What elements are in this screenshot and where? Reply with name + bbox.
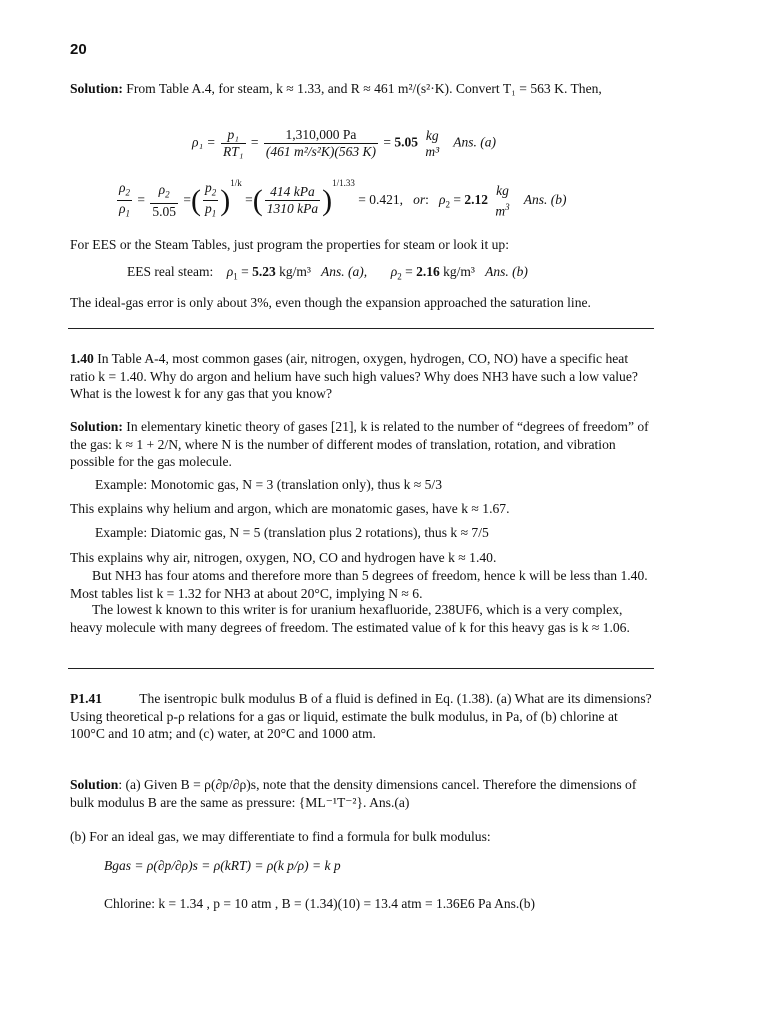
equation-rho2: $\frac{\rho_2}{\rho_1}$ = $\frac{\rho_2}{5.05}$ =( $\frac{p_2}{p_1}$ )$^{1/k}$ =( $\frac{\text{414 kPa}}{\text{1310 kPa}}$ )$^{1/1.33}$ = 0.421, or: $\rho_2 = 2.12$ kg $m^3$ Ans. (b) (115, 178, 567, 222)
ees-intro: For EES or the Steam Tables, just program the properties for steam or look it up: (70, 237, 510, 252)
section-divider-2 (68, 668, 654, 669)
eq1-unit: kg m³ (425, 127, 440, 159)
ees-ans-a: Ans. (a), (321, 264, 368, 279)
eq1-value: 5.05 (394, 134, 418, 150)
solution-141a (70, 776, 653, 811)
eq1-frac1: $\frac{\text{p₁}}{\text{RT₁}}$ (223, 127, 244, 159)
eq2-frac-a: $\frac{\rho_2}{\rho_1}$ (119, 179, 130, 220)
problem-141 (70, 690, 653, 743)
ees-ans-b: Ans. (b) (485, 264, 528, 279)
solution-141a-text: : (a) Given B = ρ(∂p/∂ρ)s, note that the density dimensions cancel. Therefore the dimensions of bulk modulus B are the same as pressure: {ML⁻¹T⁻²}. Ans.(a) (70, 777, 637, 810)
uf6-paragraph: The lowest k known to this writer is for uranium hexafluoride, 238UF6, which is a very complex, heavy molecule with many degrees of freedom. The estimated value of k for this heavy gas is k ≈ 1.06. (70, 602, 630, 635)
problem-141-number: P1.41 (70, 691, 103, 706)
solution-139-intro (70, 80, 653, 98)
eq2-frac-b: $\frac{\rho_2}{5.05}$ (152, 182, 176, 219)
equation-rho1: ρ₁ = $\frac{\text{p₁}}{\text{RT₁}}$ = $\frac{1,310,000 Pa}{\text{(461 m²/s²K)(563 K)}}$ = 5.05 kg m³ Ans. (a) (192, 127, 497, 159)
eq2-answer: Ans. (b) (523, 192, 567, 207)
ees-label: EES real steam: (127, 264, 214, 279)
ees-result: EES real steam: $\rho_1 = 5.23$ kg/m³ Ans. (a), $\rho_2 = 2.16$ kg/m³ Ans. (b) (127, 264, 528, 282)
solution-139-text: From Table A.4, for steam, k ≈ 1.33, and R ≈ 461 m²/(s²·K). Convert T₁ = 563 K. Then, (126, 81, 602, 96)
solution-label: Solution: (70, 81, 123, 96)
eq2-frac-d: $\frac{\text{414 kPa}}{\text{1310 kPa}}$ (266, 184, 319, 217)
problem-140 (70, 350, 653, 403)
solution-140-text: In elementary kinetic theory of gases [21], k is related to the number of “degrees of freedom” of the gas: k ≈ 1 + 2/N, where N is the number of different modes of translation, rotation, and vibration possible for the gas molecule. (70, 419, 649, 469)
solution-140-label: Solution: (70, 419, 123, 434)
section-divider (68, 328, 654, 329)
ees-rho1: 5.23 (252, 264, 276, 279)
ideal-gas-error: The ideal-gas error is only about 3%, even though the expansion approached the saturation line. (70, 295, 591, 310)
example-monatomic: Example: Monotomic gas, N = 3 (translation only), thus k ≈ 5/3 (95, 477, 442, 492)
nh3-paragraph: But NH3 has four atoms and therefore more than 5 degrees of freedom, hence k will be less than 1.40. Most tables list k = 1.32 for NH3 at about 20°C, implying N ≈ 6. (70, 568, 648, 601)
eq2-frac-c: $\frac{p_2}{p_1}$ (204, 179, 217, 220)
eq1-frac2: $\frac{1,310,000 Pa}{\text{(461 m²/s²K)(563 K)}}$ (265, 127, 376, 159)
eq2-value: 2.12 (464, 192, 489, 207)
example-diatomic: Example: Diatomic gas, N = 5 (translation plus 2 rotations), thus k ≈ 7/5 (95, 525, 489, 540)
example-monatomic-explain: This explains why helium and argon, which are monatomic gases, have k ≈ 1.67. (70, 501, 510, 516)
eq1-answer: Ans. (a) (453, 134, 497, 150)
problem-140-question: In Table A-4, most common gases (air, nitrogen, oxygen, hydrogen, CO, NO) have a specific heat ratio k = 1.40. Why do argon and helium have such high values? Why does NH3 have such a low value? What is the lowest k for any gas that you know? (70, 351, 638, 401)
chlorine-equation: Chlorine: k = 1.34 , p = 10 atm , B = (1.34)(10) = 13.4 atm = 1.36E6 Pa Ans.(b) (104, 896, 536, 911)
problem-140-number: 1.40 (70, 351, 94, 366)
example-diatomic-explain: This explains why air, nitrogen, oxygen, NO, CO and hydrogen have k ≈ 1.40. (70, 550, 497, 565)
bulk-modulus-equation: Bgas = ρ(∂p/∂ρ)s = ρ(kRT) = ρ(k p/ρ) = k p (104, 858, 341, 873)
ees-rho2: 2.16 (416, 264, 440, 279)
eq2-unit: kg $m^3$ (495, 182, 510, 219)
solution-141-label: Solution (70, 777, 119, 792)
eq1-lhs: ρ₁ = (192, 134, 216, 150)
problem-141-question: The isentropic bulk modulus B of a fluid is defined in Eq. (1.38). (a) What are its dimensions? Using theoretical p-ρ relations for a gas or liquid, estimate the bulk modulus, in Pa, of (b) chlorine at 100°C and 10 atm; and (c) water, at 20°C and 1000 atm. (70, 691, 652, 741)
solution-141b: (b) For an ideal gas, we may differentiate to find a formula for bulk modulus: (70, 829, 491, 844)
page-number: 20 (70, 41, 87, 58)
solution-140 (70, 418, 653, 471)
